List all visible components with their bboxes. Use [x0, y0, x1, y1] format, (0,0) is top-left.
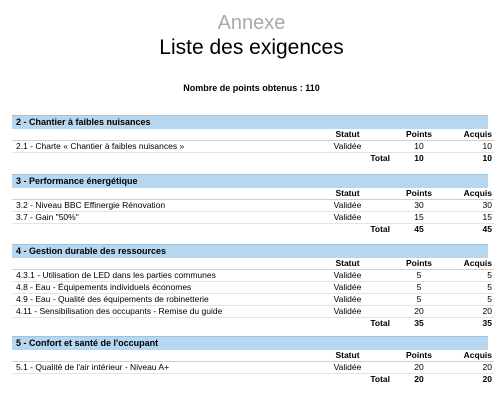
statut-column-header: Statut: [301, 129, 394, 141]
total-label: Total: [370, 153, 390, 163]
requirement-statut: Validée: [301, 212, 394, 224]
table-row: [12, 212, 494, 224]
requirement-points: 5: [394, 270, 444, 282]
requirement-label: 4.3.1 - Utilisation de LED dans les parties communes: [12, 270, 301, 282]
label-column-header: [12, 258, 301, 270]
total-row: [12, 153, 494, 165]
section-title: 3 - Performance énergétique: [12, 174, 488, 188]
requirement-label: 4.8 - Eau - Équipements individuels économes: [12, 282, 301, 294]
requirement-statut: Validée: [301, 282, 394, 294]
table-row: [12, 270, 494, 282]
table-row: [12, 306, 494, 318]
total-label: Total: [370, 318, 390, 328]
requirement-points: 20: [394, 306, 444, 318]
total-acquis: 35: [482, 318, 492, 328]
requirement-acquis: 5: [444, 282, 494, 294]
requirement-statut: Validée: [301, 141, 394, 153]
requirements-table: [12, 350, 494, 385]
requirement-acquis: 5: [444, 294, 494, 306]
total-acquis: 45: [482, 224, 492, 234]
total-points: 10: [414, 153, 424, 163]
total-row: [12, 224, 494, 236]
requirement-acquis: 30: [444, 200, 494, 212]
requirement-acquis: 5: [444, 270, 494, 282]
requirement-acquis: 15: [444, 212, 494, 224]
requirement-statut: Validée: [301, 306, 394, 318]
statut-column-header: Statut: [301, 188, 394, 200]
requirement-statut: Validée: [301, 270, 394, 282]
table-row: [12, 294, 494, 306]
points-column-header: Points: [394, 258, 444, 270]
acquis-column-header: Acquis: [444, 258, 494, 270]
section-performance: [12, 174, 492, 235]
label-column-header: [12, 129, 301, 141]
requirement-acquis: 20: [444, 362, 494, 374]
table-header-row: [12, 258, 494, 270]
section-title: 2 - Chantier à faibles nuisances: [12, 115, 488, 129]
acquis-column-header: Acquis: [444, 350, 494, 362]
section-confort: [12, 336, 492, 385]
total-label: Total: [370, 224, 390, 234]
table-row: [12, 141, 494, 153]
points-column-header: Points: [394, 129, 444, 141]
table-row: [12, 282, 494, 294]
total-label: Total: [370, 374, 390, 384]
requirements-table: [12, 258, 494, 329]
page-title: Liste des exigences: [159, 36, 344, 59]
requirement-label: 4.9 - Eau - Qualité des équipements de robinetterie: [12, 294, 301, 306]
total-row: [12, 318, 494, 330]
acquis-column-header: Acquis: [444, 188, 494, 200]
requirement-points: 30: [394, 200, 444, 212]
total-points: 45: [414, 224, 424, 234]
section-chantier: [12, 115, 492, 164]
acquis-column-header: Acquis: [444, 129, 494, 141]
requirements-table: [12, 129, 494, 164]
requirement-points: 5: [394, 294, 444, 306]
section-title: 5 - Confort et santé de l'occupant: [12, 336, 488, 350]
statut-column-header: Statut: [301, 258, 394, 270]
requirement-statut: Validée: [301, 362, 394, 374]
table-row: [12, 362, 494, 374]
requirement-points: 15: [394, 212, 444, 224]
requirement-statut: Validée: [301, 200, 394, 212]
table-header-row: [12, 350, 494, 362]
requirement-statut: Validée: [301, 294, 394, 306]
label-column-header: [12, 188, 301, 200]
total-acquis: 20: [482, 374, 492, 384]
table-header-row: [12, 129, 494, 141]
requirement-label: 5.1 - Qualité de l'air intérieur - Niveau A+: [12, 362, 301, 374]
total-row: [12, 374, 494, 386]
requirement-label: 4.11 - Sensibilisation des occupants - Remise du guide: [12, 306, 301, 318]
total-points: 35: [414, 318, 424, 328]
table-row: [12, 200, 494, 212]
requirement-label: 3.7 - Gain "50%": [12, 212, 301, 224]
requirement-label: 3.2 - Niveau BBC Effinergie Rénovation: [12, 200, 301, 212]
label-column-header: [12, 350, 301, 362]
requirement-points: 20: [394, 362, 444, 374]
requirement-points: 5: [394, 282, 444, 294]
total-acquis: 10: [482, 153, 492, 163]
section-title: 4 - Gestion durable des ressources: [12, 244, 488, 258]
requirements-table: [12, 188, 494, 235]
total-points: 20: [414, 374, 424, 384]
annex-label: Annexe: [217, 12, 286, 34]
requirement-points: 10: [394, 141, 444, 153]
requirement-label: 2.1 - Charte « Chantier à faibles nuisances »: [12, 141, 301, 153]
points-column-header: Points: [394, 188, 444, 200]
points-column-header: Points: [394, 350, 444, 362]
table-header-row: [12, 188, 494, 200]
requirement-acquis: 10: [444, 141, 494, 153]
requirement-acquis: 20: [444, 306, 494, 318]
points-summary: Nombre de points obtenus : 110: [183, 83, 320, 93]
section-ressources: [12, 244, 492, 329]
statut-column-header: Statut: [301, 350, 394, 362]
